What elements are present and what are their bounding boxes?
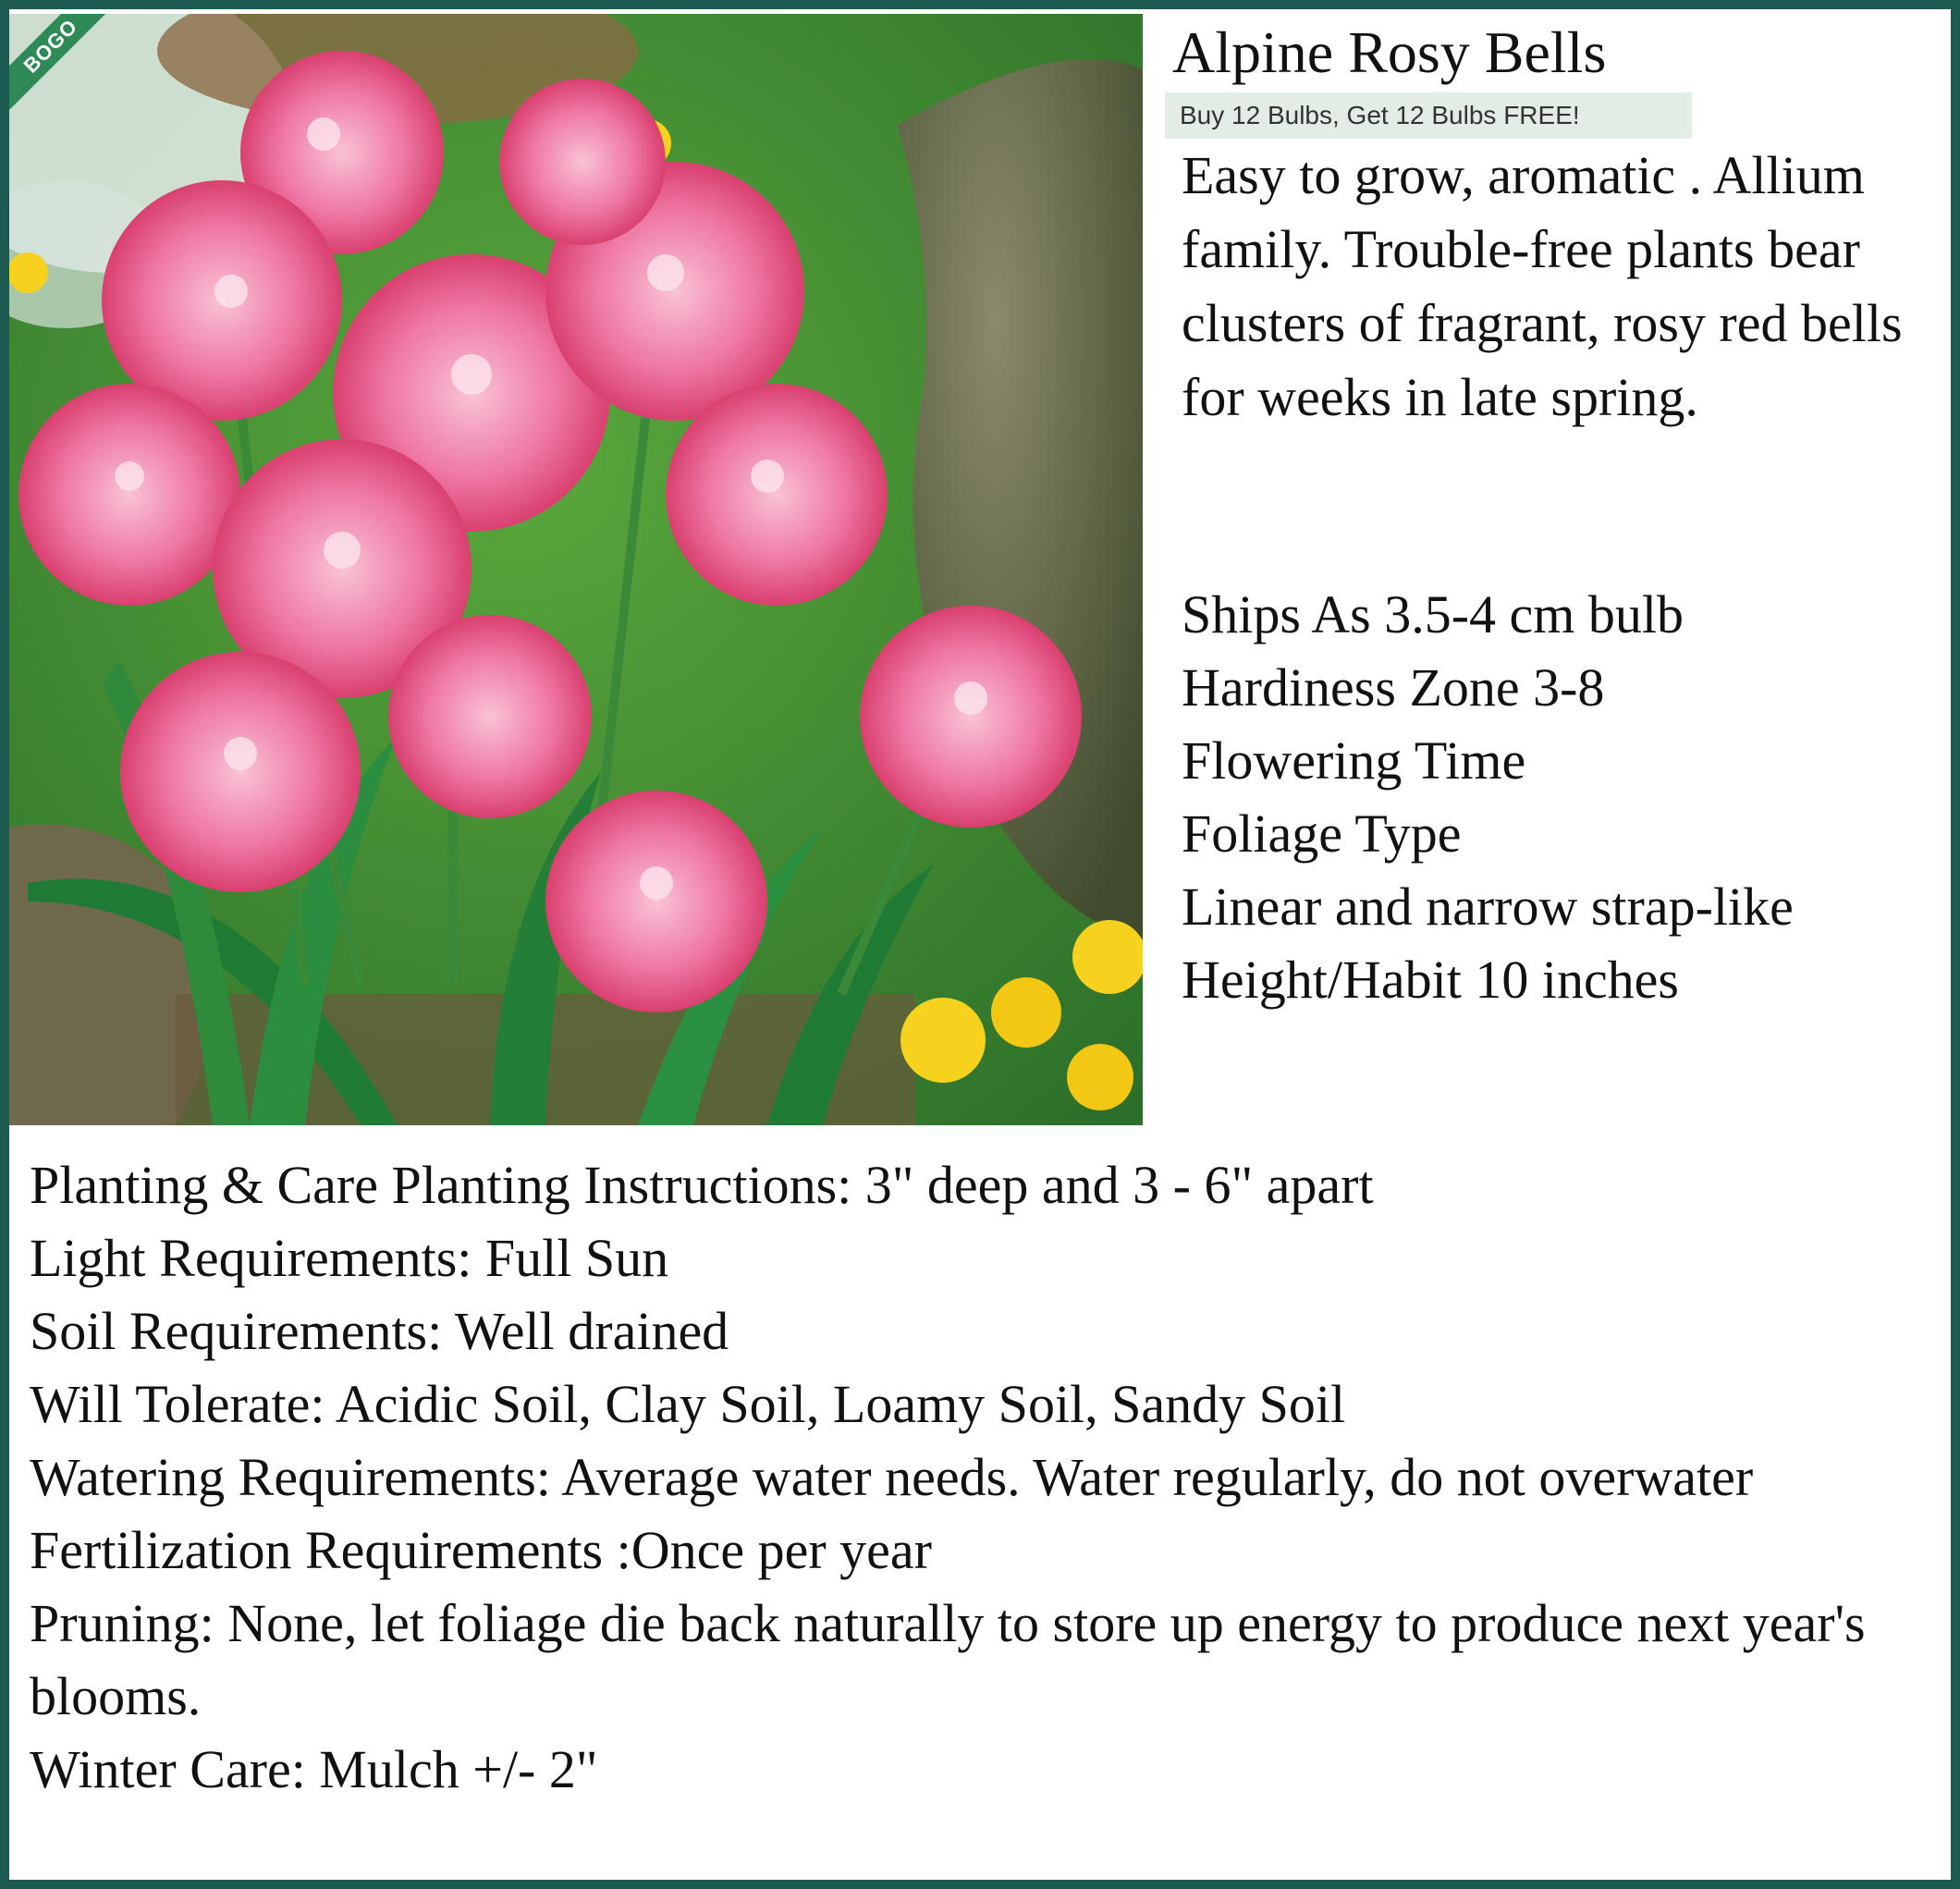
care-item: Pruning: None, let foliage die back naturally to store up energy to produce next year's blooms. [30,1593,1866,1726]
product-description: Easy to grow, aromatic . Allium family. Trouble-free plants bear clusters of fragrant, rosy red bells for weeks in late spring. [1182,145,1903,427]
spec-item: Height/Habit 10 inches [1182,950,1680,1010]
care-list [30,1148,1934,1806]
product-title: Alpine Rosy Bells [1172,19,1607,85]
care-item: Watering Requirements: Average water needs. Water regularly, do not overwater [30,1447,1754,1507]
spec-list [1182,578,1794,1016]
spec-item: Linear and narrow strap-like [1182,877,1794,937]
care-item: Soil Requirements: Well drained [30,1301,729,1361]
care-item: Fertilization Requirements :Once per year [30,1520,932,1580]
flower-illustration [9,14,1143,1125]
product-card [9,9,1951,1880]
care-item: Winter Care: Mulch +/- 2" [30,1739,598,1799]
spec-item: Hardiness Zone 3-8 [1182,657,1605,718]
promo-banner: Buy 12 Bulbs, Get 12 Bulbs FREE! [1165,92,1692,139]
bogo-ribbon: BOGO [9,14,117,113]
spec-item: Flowering Time [1182,730,1526,791]
product-photo [9,14,1143,1125]
care-item: Light Requirements: Full Sun [30,1228,669,1288]
spec-item: Foliage Type [1182,803,1462,864]
care-item: Planting & Care Planting Instructions: 3" deep and 3 - 6" apart [30,1155,1374,1215]
care-item: Will Tolerate: Acidic Soil, Clay Soil, Loamy Soil, Sandy Soil [30,1374,1346,1434]
spec-item: Ships As 3.5-4 cm bulb [1182,584,1684,644]
